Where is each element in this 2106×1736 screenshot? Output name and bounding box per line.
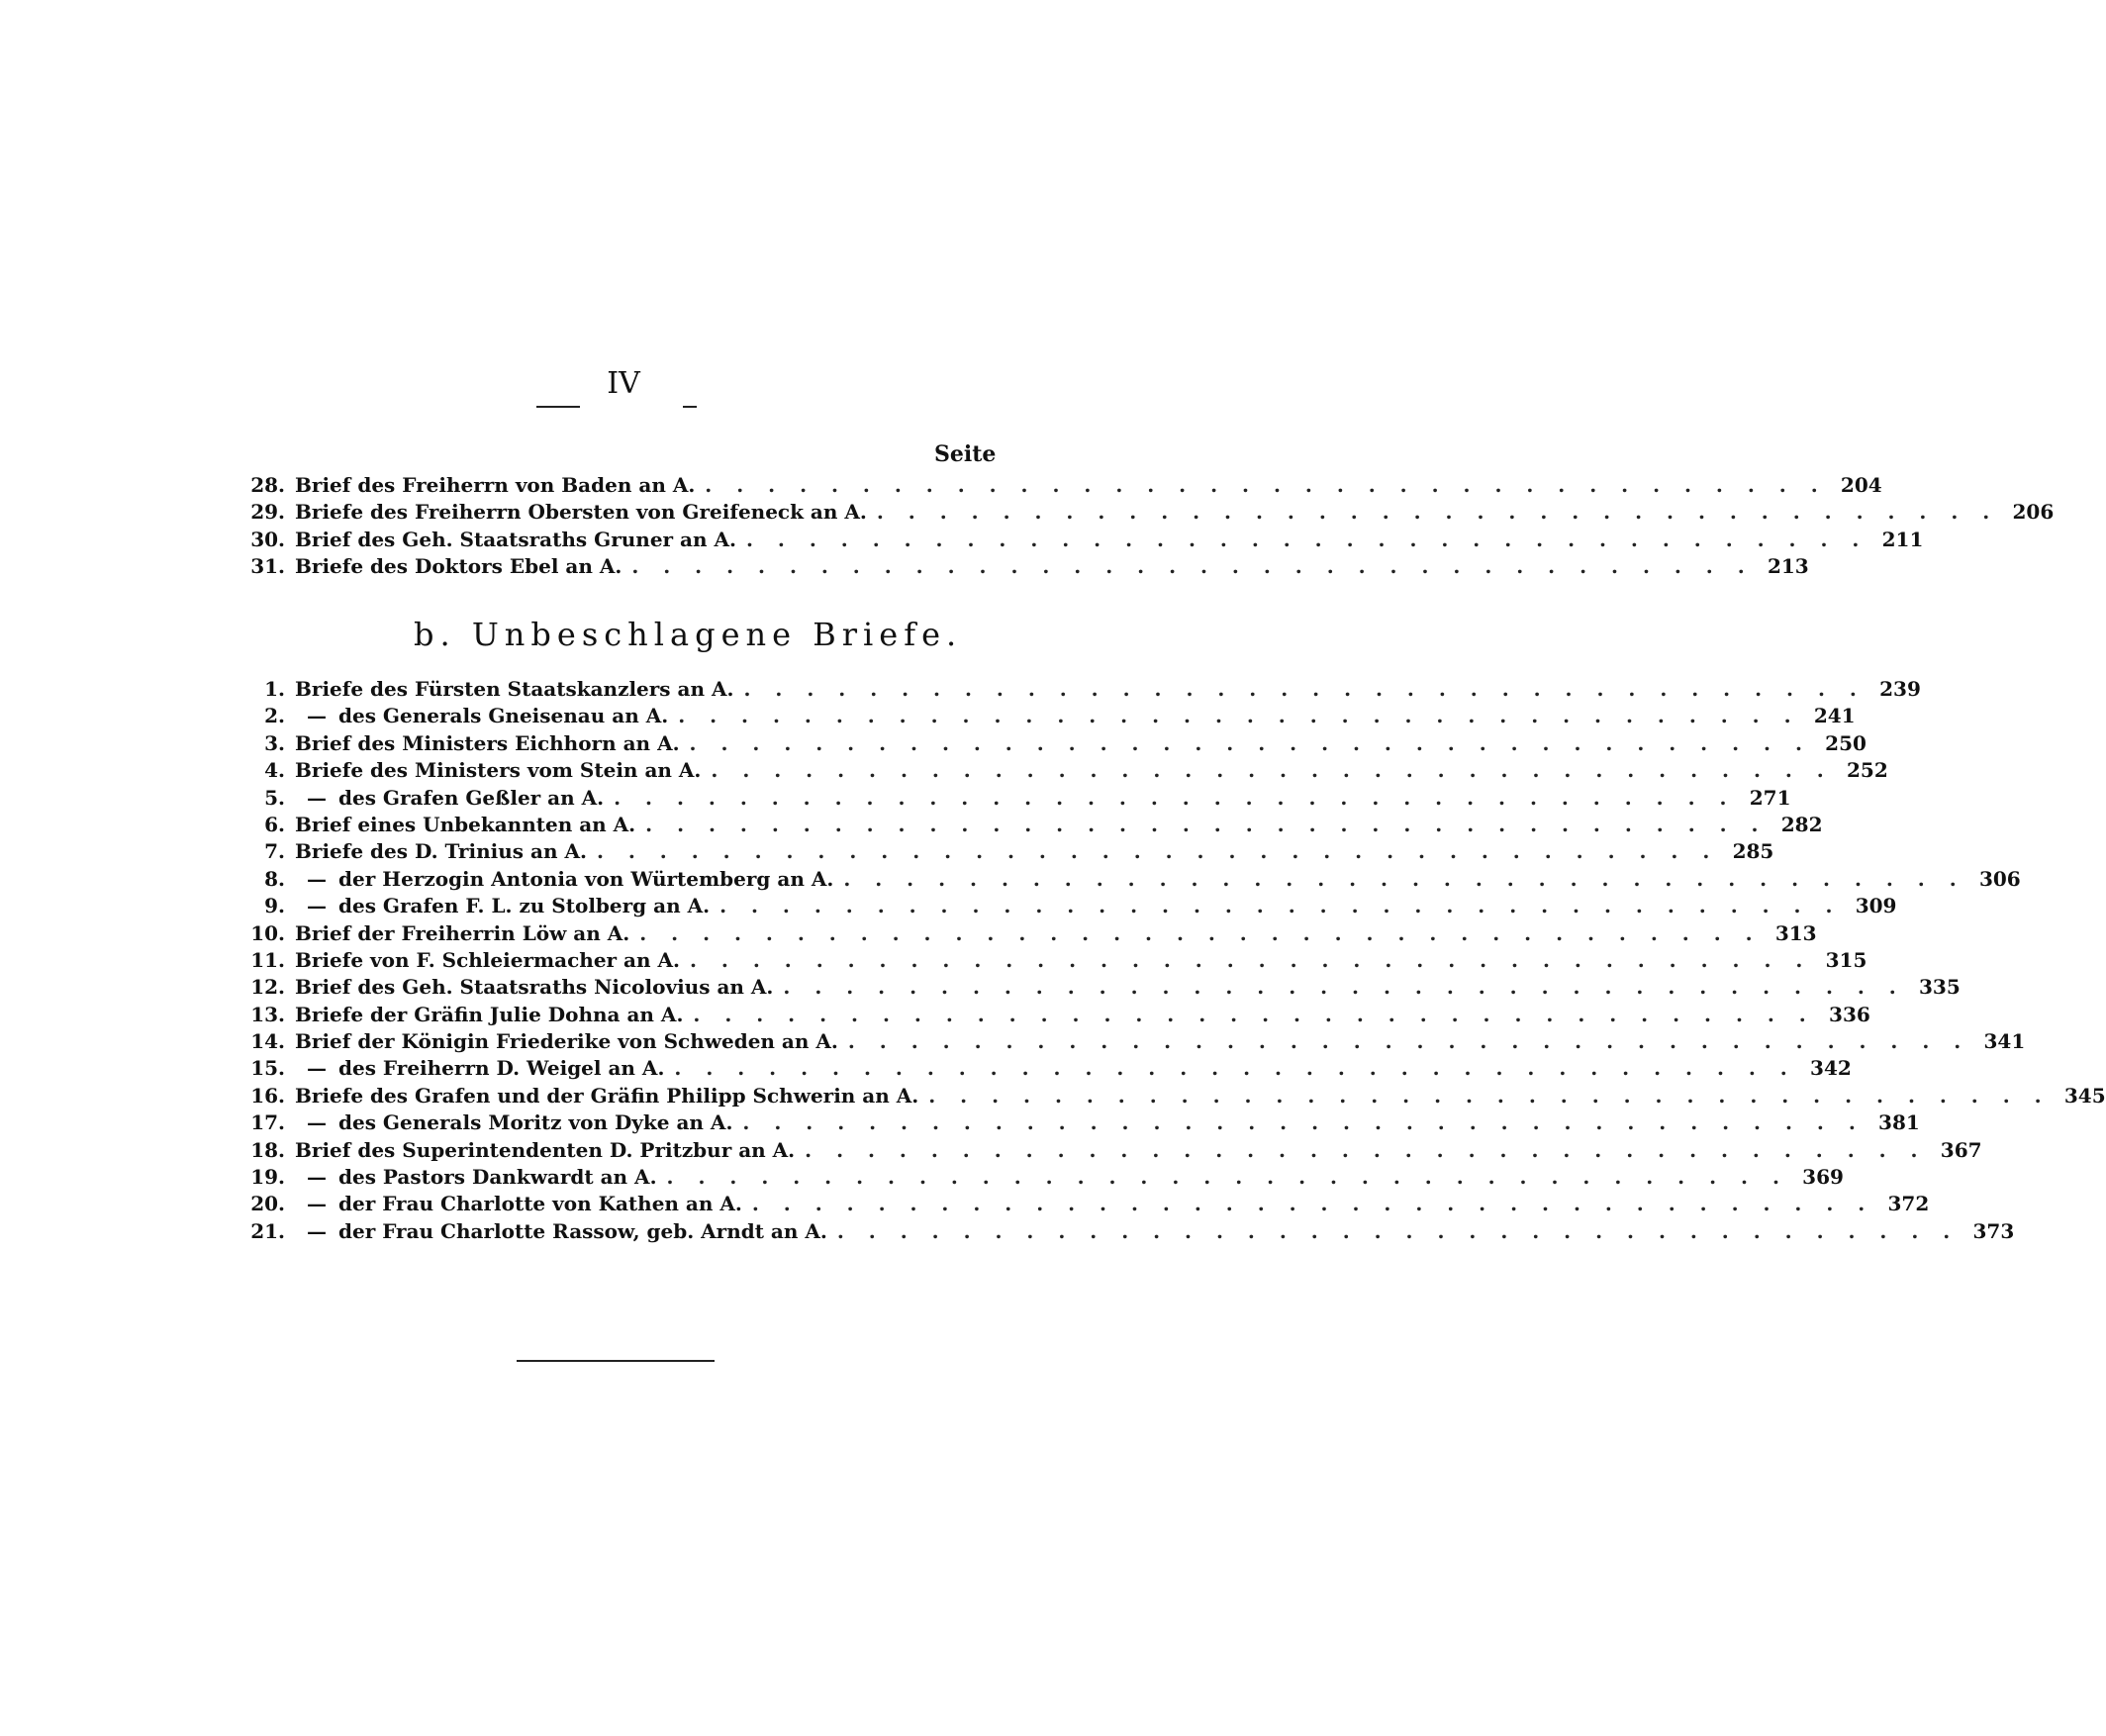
- entry-number: 31.: [250, 554, 285, 579]
- toc-entry: [236, 785, 1791, 813]
- entry-number: 14.: [250, 1029, 285, 1054]
- toc-entry: [236, 1029, 2026, 1056]
- toc-entry: [236, 866, 2021, 894]
- entry-number: 2.: [264, 704, 285, 728]
- entry-number: 30.: [250, 527, 285, 551]
- entry-page-number: 271: [1749, 785, 1791, 810]
- ditto-dash: —: [307, 785, 327, 810]
- dot-leader: . . . . . . . . . . . . . . . . . . . . . . . . . . . . . . . . . . . .: [743, 677, 1866, 701]
- entry-page-number: 306: [1978, 866, 2021, 891]
- ditto-dash: —: [307, 1165, 327, 1190]
- dot-leader: . . . . . . . . . . . . . . . . . . . . . . . . . . . . . . . . . . . .: [689, 947, 1812, 972]
- dot-leader: . . . . . . . . . . . . . . . . . . . . . . . . . . . . . . . . . . . .: [711, 758, 1833, 783]
- entry-number: 3.: [264, 730, 285, 755]
- footer-rule: [517, 1360, 715, 1362]
- ditto-dash: —: [307, 894, 327, 918]
- dot-leader: . . . . . . . . . . . . . . . . . . . . . . . . . . . . . . . . . . . .: [705, 473, 1827, 497]
- entry-title: Briefe des Grafen und der Gräfin Philipp Schwerin an A.: [295, 1083, 919, 1108]
- entry-page-number: 345: [2063, 1083, 2106, 1108]
- entry-title: der Herzogin Antonia von Würtemberg an A.: [338, 866, 834, 891]
- dot-leader: . . . . . . . . . . . . . . . . . . . . . . . . . . . . . . . . . . . .: [693, 1002, 1815, 1026]
- dot-leader: . . . . . . . . . . . . . . . . . . . . . . . . . . . . . . . . . . . .: [614, 785, 1736, 810]
- dot-leader: . . . . . . . . . . . . . . . . . . . . . . . . . . . . . . . . . . . .: [719, 894, 1842, 918]
- toc-entry: [236, 839, 1774, 866]
- entry-title: Brief des Ministers Eichhorn an A.: [295, 730, 680, 755]
- dot-leader: . . . . . . . . . . . . . . . . . . . . . . . . . . . . . . . . . . . .: [678, 704, 1800, 728]
- toc-entry: [236, 758, 1888, 785]
- toc-entry: [236, 1137, 1982, 1165]
- entry-title: des Generals Moritz von Dyke an A.: [338, 1110, 733, 1135]
- entry-page-number: 341: [1983, 1029, 2026, 1054]
- entry-title: Briefe des Freiherrn Obersten von Greifeneck an A.: [295, 500, 867, 525]
- page-number: IV: [607, 366, 640, 401]
- toc-entry: [236, 1110, 1920, 1137]
- dot-leader: . . . . . . . . . . . . . . . . . . . . . . . . . . . . . . . . . . . .: [666, 1165, 1788, 1190]
- entry-page-number: 211: [1881, 527, 1924, 551]
- entry-page-number: 373: [1972, 1218, 2015, 1243]
- entry-title: Brief des Freiherrn von Baden an A.: [295, 473, 696, 497]
- entry-page-number: 336: [1829, 1002, 1870, 1026]
- toc-entry: [236, 947, 1867, 975]
- entry-title: Briefe des D. Trinius an A.: [295, 839, 587, 864]
- entry-page-number: 239: [1879, 677, 1921, 701]
- toc-entry: [236, 975, 1961, 1002]
- entry-title: Brief der Freiherrin Löw an A.: [295, 920, 630, 945]
- entry-page-number: 285: [1732, 839, 1774, 864]
- dot-leader: . . . . . . . . . . . . . . . . . . . . . . . . . . . . . . . . . . . .: [751, 1192, 1874, 1216]
- toc-entry: [236, 1083, 2106, 1110]
- entry-page-number: 213: [1767, 554, 1809, 579]
- toc-entry: [236, 920, 1817, 948]
- page-column-heading: Seite: [934, 441, 997, 467]
- ditto-dash: —: [307, 1192, 327, 1216]
- header-rule-left: [536, 406, 580, 408]
- entry-title: des Generals Gneisenau an A.: [338, 704, 669, 728]
- entry-number: 11.: [250, 947, 285, 972]
- toc-entry: [236, 1165, 1844, 1192]
- entry-page-number: 252: [1847, 758, 1888, 783]
- toc-entry: [236, 473, 1882, 500]
- dot-leader: . . . . . . . . . . . . . . . . . . . . . . . . . . . . . . . . . . . .: [805, 1137, 1927, 1162]
- entry-title: Briefe des Ministers vom Stein an A.: [295, 758, 702, 783]
- toc-entry: [236, 1218, 2015, 1246]
- entry-title: Brief des Geh. Staatsraths Gruner an A.: [295, 527, 736, 551]
- entry-number: 8.: [264, 866, 285, 891]
- toc-entry: [236, 730, 1867, 758]
- toc-entry: [236, 894, 1897, 920]
- dot-leader: . . . . . . . . . . . . . . . . . . . . . . . . . . . . . . . . . . . .: [746, 527, 1868, 551]
- ditto-dash: —: [307, 1218, 327, 1243]
- dot-leader: . . . . . . . . . . . . . . . . . . . . . . . . . . . . . . . . . . . .: [876, 500, 1999, 525]
- toc-section-b: [236, 677, 2106, 1246]
- entry-page-number: 282: [1780, 812, 1823, 836]
- dot-leader: . . . . . . . . . . . . . . . . . . . . . . . . . . . . . . . . . . . .: [783, 975, 1905, 1000]
- toc-entry: [236, 1002, 1870, 1029]
- entry-number: 20.: [250, 1192, 285, 1216]
- dot-leader: . . . . . . . . . . . . . . . . . . . . . . . . . . . . . . . . . . . .: [639, 920, 1762, 945]
- entry-number: 7.: [264, 839, 285, 864]
- toc-entry: [236, 1056, 1852, 1083]
- entry-title: Brief des Geh. Staatsraths Nicolovius an A.: [295, 975, 774, 1000]
- entry-page-number: 241: [1813, 704, 1856, 728]
- entry-title: der Frau Charlotte von Kathen an A.: [338, 1192, 742, 1216]
- entry-number: 21.: [250, 1218, 285, 1243]
- ditto-dash: —: [307, 704, 327, 728]
- entry-number: 16.: [250, 1083, 285, 1108]
- entry-page-number: 335: [1919, 975, 1961, 1000]
- toc-entry: [236, 527, 1924, 554]
- entry-title: des Freiherrn D. Weigel an A.: [338, 1056, 665, 1081]
- ditto-dash: —: [307, 1110, 327, 1135]
- dot-leader: . . . . . . . . . . . . . . . . . . . . . . . . . . . . . . . . . . . .: [847, 1029, 1970, 1054]
- dot-leader: . . . . . . . . . . . . . . . . . . . . . . . . . . . . . . . . . . . .: [631, 554, 1754, 579]
- entry-number: 5.: [264, 785, 285, 810]
- entry-number: 28.: [250, 473, 285, 497]
- entry-page-number: 315: [1825, 947, 1867, 972]
- section-b-heading: b. Unbeschlagene Briefe.: [414, 616, 963, 653]
- toc-section-a: [236, 473, 2055, 582]
- entry-title: des Grafen Geßler an A.: [338, 785, 605, 810]
- dot-leader: . . . . . . . . . . . . . . . . . . . . . . . . . . . . . . . . . . . .: [928, 1083, 2051, 1108]
- entry-page-number: 342: [1810, 1056, 1852, 1081]
- dot-leader: . . . . . . . . . . . . . . . . . . . . . . . . . . . . . . . . . . . .: [836, 1218, 1960, 1243]
- header-rule-right: [683, 406, 697, 408]
- entry-title: Briefe von F. Schleiermacher an A.: [295, 947, 680, 972]
- toc-entry: [236, 677, 1921, 704]
- toc-entry: [236, 812, 1823, 839]
- dot-leader: . . . . . . . . . . . . . . . . . . . . . . . . . . . . . . . . . . . .: [596, 839, 1719, 864]
- entry-title: Briefe der Gräfin Julie Dohna an A.: [295, 1002, 684, 1026]
- entry-number: 19.: [250, 1165, 285, 1190]
- dot-leader: . . . . . . . . . . . . . . . . . . . . . . . . . . . . . . . . . . . .: [674, 1056, 1796, 1081]
- dot-leader: . . . . . . . . . . . . . . . . . . . . . . . . . . . . . . . . . . . .: [843, 866, 1965, 891]
- entry-number: 4.: [264, 758, 285, 783]
- entry-number: 10.: [250, 920, 285, 945]
- entry-page-number: 250: [1825, 730, 1867, 755]
- entry-number: 9.: [264, 894, 285, 918]
- entry-title: des Pastors Dankwardt an A.: [338, 1165, 657, 1190]
- entry-number: 6.: [264, 812, 285, 836]
- entry-number: 29.: [250, 500, 285, 525]
- entry-title: Brief des Superintendenten D. Pritzbur an A.: [295, 1137, 796, 1162]
- ditto-dash: —: [307, 1056, 327, 1081]
- toc-entry: [236, 500, 2055, 527]
- entry-number: 13.: [250, 1002, 285, 1026]
- dot-leader: . . . . . . . . . . . . . . . . . . . . . . . . . . . . . . . . . . . .: [645, 812, 1768, 836]
- entry-page-number: 206: [2012, 500, 2055, 525]
- entry-page-number: 372: [1887, 1192, 1930, 1216]
- entry-page-number: 204: [1840, 473, 1882, 497]
- entry-page-number: 381: [1878, 1110, 1920, 1135]
- entry-title: der Frau Charlotte Rassow, geb. Arndt an A.: [338, 1218, 827, 1243]
- entry-number: 15.: [250, 1056, 285, 1081]
- entry-number: 1.: [264, 677, 285, 701]
- entry-page-number: 367: [1940, 1137, 1982, 1162]
- toc-entry: [236, 554, 1809, 581]
- dot-leader: . . . . . . . . . . . . . . . . . . . . . . . . . . . . . . . . . . . .: [689, 730, 1811, 755]
- entry-title: Briefe des Doktors Ebel an A.: [295, 554, 622, 579]
- entry-number: 18.: [250, 1137, 285, 1162]
- toc-entry: [236, 1192, 1930, 1218]
- entry-title: Brief eines Unbekannten an A.: [295, 812, 636, 836]
- entry-number: 17.: [250, 1110, 285, 1135]
- entry-title: des Grafen F. L. zu Stolberg an A.: [338, 894, 711, 918]
- entry-title: Brief der Königin Friederike von Schweden an A.: [295, 1029, 838, 1054]
- entry-title: Briefe des Fürsten Staatskanzlers an A.: [295, 677, 734, 701]
- entry-page-number: 309: [1855, 894, 1897, 918]
- entry-page-number: 369: [1802, 1165, 1844, 1190]
- entry-page-number: 313: [1774, 920, 1817, 945]
- toc-entry: [236, 704, 1856, 730]
- dot-leader: . . . . . . . . . . . . . . . . . . . . . . . . . . . . . . . . . . . .: [742, 1110, 1865, 1135]
- entry-number: 12.: [250, 975, 285, 1000]
- ditto-dash: —: [307, 866, 327, 891]
